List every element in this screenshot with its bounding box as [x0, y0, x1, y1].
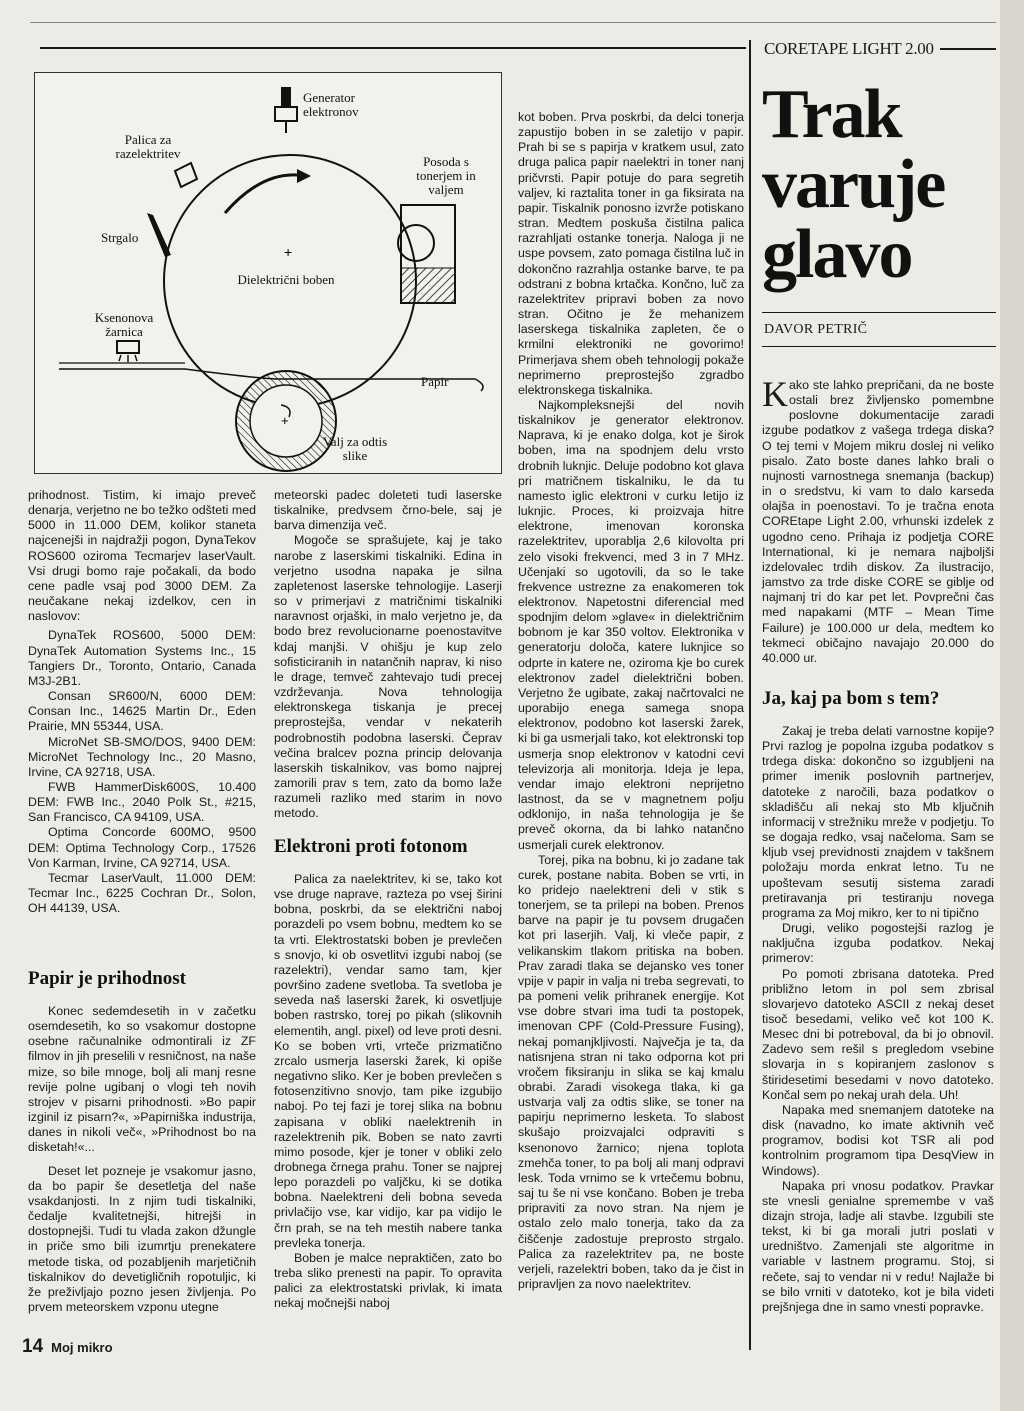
paragraph: Palica za naelektritev, ki se, tako kot vse druge naprave, razteza po vsej širini bobna, poskrbi, da se električni naboj porazdeli po vsem bobnu, medtem ko se ta vrti. Elektrostatski boben je prevlečen s snovjo, ki ob osvetlitvi izgubi naboj (se razelektri), vendar samo tam, kjer površino zadene svetloba. Ta svetloba je seveda naš laserski žarek, ki osvetljuje boben rastrsko, torej po pikah (slikovnih elementih, angl. pixel) od leve proti desni. Ko se boben vrti, vrteče prizmatično zrcalo usmerja laserski žarek, ki opiše negativno sliko. Ker je boben prevlečen s fotosenzitivno snovjo, tam pike izgubijo naboj. Po tej fazi je torej slika na bobnu zapisana v obliki naelektrenih in razelektrenih pik. Boben se nato zavrti mimo posode, kjer je toner v obliki zelo drobnega črnega prahu. Toner se najprej lepo porazdeli po valjčku, ki se dotika bobna. Naelektreni deli bobna sevedа privlačijo vse, kar vidijo, kar pa vidijo le črn prah, se na teh mestih nabere tanka prevleka tonerja. [274, 872, 502, 1250]
address-item: Optima Concorde 600MO, 9500 DEM: Optima Technology Corp., 17526 Von Karman, Irvine, CA 92714, USA. [28, 825, 256, 870]
label-impression-roller: Valj za odtis slike [322, 434, 388, 463]
paragraph: Po pomoti zbrisana datoteka. Pred približno letom in pol sem zbrisal slovarjevo datoteko ASCII z nekaj deset tisoč besedami, veliko več kot 100 K. Mesec dni bi potreboval, da bi jo obnovil. Zadevo sem rešil s pregledom vsebine slovarja in s kopiranjem zaslonov s štiridesetimi besedami v novo datoteko. Končal sem po nekaj urah dela. Uh! [762, 966, 994, 1102]
paragraph: Konec sedemdesetih in v začetku osemdesetih, ko so vsakomur dostopne osebne računalnike odmontirali iz ZF filmov in jih preselili v resničnost, na naše mize, so bile mnoge, bolj ali manj resne revije polne ugibanj o vlogi teh novih strojev v pisarni prihodnosti. »Bo papir izginil iz pisarn?«, »Papirniška industrija, danes in nikoli več«, »Prihodnost bo na disketah!«... [28, 1004, 256, 1155]
address-item: DynaTek ROS600, 5000 DEM: DynaTek Automation Systems Inc., 15 Tangiers Dr., Toronto, Ontario, Canada M3J-2B1. [28, 628, 256, 688]
xenon-lamp [117, 341, 139, 353]
intro-text: ako ste lahko prepričani, da ne boste ostali brez življensko pomembne poslovne dokumentacije zaradi izgube podatkov z vašega trdega diska? O tej temi v Mojem mikru doslej ni veliko pisalo. Zato boste danes lahko brali o nujnosti varnostnega snemanja (backup) in o sredstvu, ki vam to dalo karseda olajša in poenostavi. To je tračna enota COREtape Light 2.00, vrhunski izdelek z ugodno ceno. Prihaja iz podjetja CORE International, ki je nemara najboljši izdelovalec trdih diskov. Za ilustracijo, jamstvo za trde diske CORE se giblje od najmanj tri do kar pet let. Povprečni čas med napakami (MTF – Mean Time Failure) je 100.000 ur dela, medtem ko tekmeci običajno navajajo 20.000 do 40.000 ur. [762, 378, 994, 665]
paragraph: Napaka pri vnosu podatkov. Pravkar ste vnesli genialne spremembe v vaš dizajn stroja, ladje ali stavbe. Izgubili ste tekst, ki bi ga morali jutri poslati v uredništvo. Zamenjali ste algoritme in variable v lastnem programu. Stoj, si rečete, saj to vendar ni v redu! Najlaže bi se bilo vrniti v datoteko, kot je bila videti prejšnjega dne in samo vnesti popravke. [762, 1178, 994, 1314]
generator-body [281, 87, 291, 107]
section-tag-line [940, 48, 996, 50]
paragraph: Torej, pika na bobnu, ki jo zadane tak curek, postane nabita. Boben se vrti, in ko pridejo naelektreni deli v stik s tonerjem, se ta prilepi na boben. Prenos barve na papir je tu povsem drugačen kot pri laserjih. Valj, ki vleče papir, z velikanskim tlakom pritiska na boben. Prav zaradi tlaka se dejansko ves toner vpije v papir in valja ni treba segrevati, to pa pomeni velik prihranek energije. Kot vse dobre stvari ima tudi ta postopek, imenovan CPF (Cold-Pressure Fusing), nekaj pomanjkljivosti. Največja je ta, da natisnjena stran ni tako odporna kot pri vročem fiksiranju in slika se kaj kmalu obrabi. Zaradi visokega tlaka, ki ga ustvarja valj za odtis slike, se toner na papirju neprimerno lesketa. To slabost skušajo proizvajalci odpraviti s ksenonovo žarnico; njena toplota zmehča toner, to pa bolj ali manj odpravi lesk. Toda vrnimo se k vrtečemu bobnu, saj tu še ni vse končano. Boben je treba pripraviti za novo stran. Na njem je ostalo zelo malo tonerja, tako da za čiščenje zadostuje preprosto strgalo. Palica za razelektritev pa, ne boste verjeli, razelektri boben, tako da je čist in pripravljen za novo naelektritev. [518, 852, 744, 1292]
column-2-bottom [274, 872, 502, 1312]
section-tag-text: CORETAPE LIGHT 2.00 [764, 39, 934, 58]
rotation-arrowhead [297, 169, 311, 183]
column-2-top [274, 488, 502, 821]
title-line-2: varuje [762, 146, 945, 223]
dropcap: K [762, 374, 788, 414]
top-rule [40, 47, 746, 49]
paragraph: Boben je malce nepraktičen, zato bo treba sliko prenesti na papir. To opravita palici za elektrostatski privlak, ki imata nekaj močnejši naboj [274, 1250, 502, 1311]
svg-text:+: + [281, 413, 289, 428]
top-thin-rule [30, 22, 996, 23]
drum-center-mark: + [284, 244, 293, 260]
toner-powder [401, 268, 455, 303]
printer-diagram [34, 72, 502, 474]
address-item: FWB HammerDisk600S, 10.400 DEM: FWB Inc., 2040 Polk St., #215, San Francisco, CA 94109, USA. [28, 779, 256, 825]
paragraph: Zakaj je treba delati varnostne kopije? Prvi razlog je popolna izguba podatkov s trdega diska: dokončno so izgubljeni na primer imenik poslovnih partnerjev, datoteke z naročili, baza podatkov o skladišču ali nekaj sto Mb ključnih informacij v strežniku mreže v podjetju. To se dogaja redko, vsaj načeloma. Sam se kljub vsej previdnosti znajdem v takšnem položaju morda enkrat letno. Tu ne upoštevam sesutij sistema zaradi pretiravanja pri testiranju novega programa za Moj mikro, ker to ni tipično [762, 724, 994, 920]
column-4-intro [762, 374, 994, 666]
byline-rule-bottom [762, 346, 996, 347]
address-item: Consan SR600/N, 6000 DEM: Consan Inc., 14625 Martin Dr., Eden Prairie, MN 55344, USA. [28, 689, 256, 734]
column-4 [762, 724, 994, 1315]
generator-head [275, 107, 297, 121]
column-divider [749, 40, 751, 1350]
page-footer [22, 1336, 113, 1358]
intro-paragraph [762, 374, 994, 666]
discharge-bar [175, 163, 197, 187]
label-generator: Generator elektronov [303, 90, 359, 119]
paragraph: Drugi, veliko pogostejši razlog je naključna izguba podatkov. Nekaj primerov: [762, 921, 994, 966]
address-item: MicroNet SB-SMO/DOS, 9400 DEM: MicroNet Technology Inc., 20 Masno, Irvine, CA 92718, USA. [28, 734, 256, 779]
paragraph: Najkompleksnejši del novih tiskalnikov je generator elektronov. Naprava, ki je enako dolga, kot je širok boben, ima na spodnjem delu vrsto drobnih luknjic. Deluje podobno kot glava pri matričnem tiskalniku, le da tu namesto iglic elektroni v curku letijo iz luknjic. Proces, ki proizvaja hitre elektrone, imenovan koronska razelektritev, uporablja 2,6 kilovolta pri zelo visoki frekvenci, med 3 in 7 MHz. Učenjaki so ugotovili, da so le take frekvence ustrezne za enakomeren tok elektronov. Napetostni diferencial med spodnjim delom »glave« in dielektričnim bobnom je kar 350 voltov. Elektronika v generatorju določa, katere luknjice so odprte in katere ne, oziroma kje bo curek elektronov zadel dielektrični boben. Verjetno že ugibate, zakaj načrtovalci ne uporabijo enega samega snopa elektronov, podobno kot laserski žarek, ki bi ga usmerjali tako, kot elektronski top usmerja snop elektronov v katodni cevi televizorja ali monitorja. Ideja je lepa, vendar imajo elektroni neprijetno lastnost, da se v magnetnem polju odklonijo, in naša tehnologija je še preveč okorna, da bi lahko natančno usmerjali curek elektronov. [518, 397, 744, 852]
column-1-bottom [28, 1004, 256, 1315]
section-tag [764, 39, 996, 59]
paragraph: Mogoče se sprašujete, kaj je tako narobe z laserskimi tiskalniki. Edina in verjetno usodna napaka je silna zapletenost laserske tehnologije. Laserji so v primerjavi z matričnimi tiskalniki naravnost orjaški, in malo verjetno je, da bodo brez revolucionarne poenostavitve kdaj manjši. V ohišju je kup zelo sofisticiranih in natančnih naprav, ki niso le drage, temveč zahtevajo tudi precej vzdrževanja. Nova tehnologija elektronskega tiskanja je precej preprostejša, vendar v nekaterih podrobnostih podobna laserski. Čeprav večina bralcev pozna princip delovanja laserskih tiskalnikov, vas bomo najprej zamorili prav s tem, zato da bomo laže razumeli razliko med starim in novo metodo. [274, 533, 502, 821]
label-drum: Dielektrični boben [237, 272, 335, 287]
magazine-name: Moj mikro [51, 1340, 113, 1355]
paragraph: meteorski padec doleteti tudi laserske tiskalnike, predvsem črno-bele, saj je barva dimenzija več. [274, 488, 502, 533]
subhead-kaj: Ja, kaj pa bom s tem? [762, 688, 940, 709]
paragraph: Napaka med snemanjem datoteke na disk (navadno, ko imate aktivnih več programov, bodisi kot TSR ali pod kontrolnim programom tipa DesqView in Windows). [762, 1102, 994, 1178]
paragraph: Deset let pozneje je vsakomur jasno, da bo papir še desetletja del naše vsakdanjosti. In z njim tudi tiskalniki, čedalje kvalitetnejši, hitrejši in dostopnejši. Tudi tu vlada zakon džungle in priče smo bili izumrtju prenekatere metode tiska, od pozabljenih marjetičnih tiskalnikov do devetigličnih ropotuljic, ki že preživljajo pozno jesen življenja. Po prvem meteorskem vzponu utegne [28, 1163, 256, 1314]
column-1-top [28, 488, 256, 916]
page-number: 14 [22, 1336, 44, 1357]
label-xenon: Ksenonova žarnica [94, 310, 154, 339]
label-paper: Papir [421, 374, 449, 389]
label-toner-box: Posoda s tonerjem in valjem [416, 154, 476, 197]
address-item: Tecmar LaserVault, 11.000 DEM: Tecmar Inc., 6225 Cochran Dr., Solon, OH 44139, USA. [28, 870, 256, 916]
label-scraper: Strgalo [101, 230, 139, 245]
rotation-arrow [225, 175, 297, 213]
paragraph: prihodnost. Tistim, ki imajo preveč denarja, verjetno ne bo težko odšteti med 5000 in 11.000 DEM, kolikor staneta najcenejši in najdražji pogon, DynaTekov ROS600 oziroma Tecmarjev laserVault. Vsi drugi bomo raje počakali, da bodo cene padle vsaj pod 3000 DEM. Za neučakane nekaj izdelkov, cen in naslovov: [28, 488, 256, 624]
subhead-elektroni: Elektroni proti fotonom [274, 836, 468, 857]
label-discharge-bar: Palica za razelektritev [115, 132, 181, 161]
title-line-3: glavo [762, 216, 912, 293]
paragraph: kot boben. Prva poskrbi, da delci tonerja zapustijo boben in se zaletijo v papir. Prah bi se s papirja v kratkem usul, zato druga palica papir naelektri in toner nanj pričvrsti. Papir potuje do para segretih valjev, ki raztalita toner in ga fiksirata na papir. Tiskalnik ponosno izvrže potiskano stran. Medtem poskuša čistilna palica razrahljati ostanke tonerja. Naloga ji ne uspe povsem, zato pomaga čistilna luč in dokončno razrahlja ostanke barve, te pa odstrani z bobna krtačka. Končno, luč za razelektritev pripravi boben za novo stran. Očitno je že mehanizem laserskega tiskalnika zapleten, če o krmilni elektroniki ne govorimo! Primerjava shem obeh tehnologij pokaže neprimerno preprostejšo zgradbo elektronskega tiskalnika. [518, 110, 744, 397]
subhead-papir: Papir je prihodnost [28, 968, 187, 989]
byline-rule-top [762, 312, 996, 313]
article-title [762, 76, 998, 293]
toner-roller [398, 225, 434, 261]
column-3 [518, 110, 744, 1292]
author-byline: DAVOR PETRIČ [764, 322, 868, 337]
page-gutter-shadow [1000, 0, 1024, 1411]
title-line-1: Trak [762, 76, 901, 153]
